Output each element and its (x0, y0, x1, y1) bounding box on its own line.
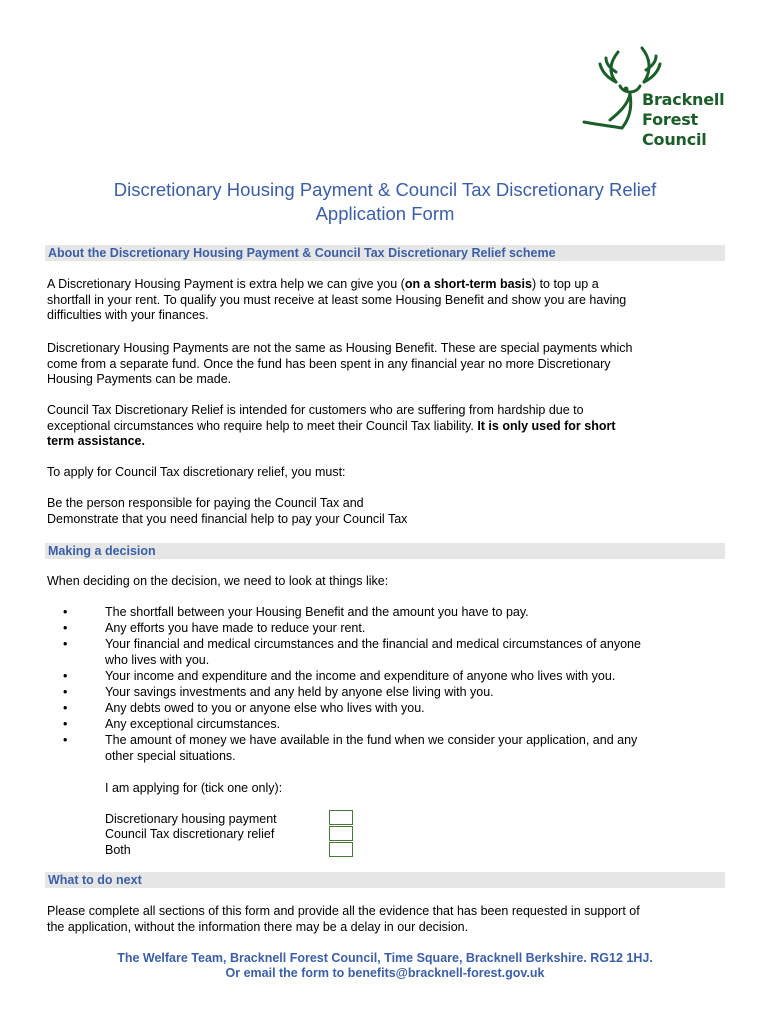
about-paragraph-4: To apply for Council Tax discretionary relief, you must: (47, 465, 346, 479)
bullet-icon: • (63, 717, 68, 731)
about-p1-text-e: difficulties with your finances. (47, 308, 209, 323)
page-title (40, 178, 730, 226)
about-p5-line-2: Demonstrate that you need financial help to pay your Council Tax (47, 511, 408, 526)
next-line-2: the application, without the information there may be a delay in our decision. (47, 919, 469, 934)
about-p1-bold: on a short-term basis (404, 277, 532, 291)
list-item-text: Any debts owed to you or anyone else who lives with you. (105, 701, 425, 715)
list-item-text: Your savings investments and any held by anyone else living with you. (105, 685, 494, 699)
checkbox-ctr[interactable] (329, 826, 353, 841)
list-item-text: Any efforts you have made to reduce your rent. (105, 621, 366, 635)
bullet-icon: • (63, 733, 68, 747)
about-p3-line-1: Council Tax Discretionary Relief is intended for customers who are suffering from hardship due to (47, 403, 584, 417)
bullet-icon: • (63, 621, 68, 635)
about-p3-bold-1: It is only used for short (477, 418, 616, 433)
title-line-2: Application Form (315, 203, 455, 224)
bullet-icon: • (63, 685, 68, 699)
list-item (47, 684, 727, 700)
about-p5-line-1: Be the person responsible for paying the Council Tax and (47, 496, 364, 510)
about-p1-text-d: shortfall in your rent. To qualify you must receive at least some Housing Benefit and show you are having (47, 292, 627, 307)
list-item-text: The shortfall between your Housing Benefit and the amount you have to pay. (105, 605, 529, 619)
section-heading-decision: Making a decision (45, 543, 725, 559)
about-p2-line-1: Discretionary Housing Payments are not the same as Housing Benefit. These are special payments which (47, 341, 633, 355)
about-p3-line-2: exceptional circumstances who require help to meet their Council Tax liability. (47, 418, 478, 433)
title-line-1: Discretionary Housing Payment & Council Tax Discretionary Relief (113, 179, 657, 200)
about-p1-text-a: A Discretionary Housing Payment is extra help we can give you ( (47, 277, 405, 291)
list-item (47, 732, 727, 764)
list-item-text-cont: other special situations. (105, 749, 236, 763)
list-item (47, 620, 727, 636)
decision-intro: When deciding on the decision, we need to look at things like: (47, 574, 389, 588)
list-item-text: Your financial and medical circumstances and the financial and medical circumstances of anyone (105, 637, 641, 651)
list-item-text: Your income and expenditure and the income and expenditure of anyone who lives with you. (105, 669, 616, 683)
about-p2-line-3: Housing Payments can be made. (47, 372, 232, 387)
bullet-icon: • (63, 701, 68, 715)
bullet-icon: • (63, 605, 68, 619)
checkbox-dhp[interactable] (329, 810, 353, 825)
logo-line-2: Forest (642, 110, 698, 129)
footer-email: Or email the form to benefits@bracknell-forest.gov.uk (225, 966, 545, 980)
next-paragraph (47, 904, 737, 935)
list-item-text: The amount of money we have available in the fund when we consider your application, and any (105, 733, 638, 747)
section-heading-about: About the Discretionary Housing Payment & Council Tax Discretionary Relief scheme (45, 245, 725, 261)
next-line-1: Please complete all sections of this form and provide all the evidence that has been requested in support of (47, 904, 640, 918)
option-label-ctr: Council Tax discretionary relief (105, 827, 275, 841)
bullet-icon: • (63, 637, 68, 651)
logo-line-1: Bracknell (642, 90, 725, 109)
list-item (47, 636, 727, 668)
about-paragraph-3 (47, 403, 737, 450)
list-item (47, 716, 727, 732)
list-item-text: Any exceptional circumstances. (105, 717, 281, 731)
list-item-text-cont: who lives with you. (105, 653, 210, 667)
bullet-icon: • (63, 669, 68, 683)
option-label-both: Both (105, 843, 131, 857)
about-p1-text-c: ) to top up a (531, 277, 599, 291)
section-heading-next: What to do next (45, 872, 725, 888)
applying-for-label: I am applying for (tick one only): (105, 781, 283, 795)
checkbox-both[interactable] (329, 842, 353, 857)
about-p3-bold-2: term assistance. (47, 434, 145, 449)
option-label-dhp: Discretionary housing payment (105, 812, 277, 826)
about-paragraph-1 (47, 277, 737, 324)
council-logo-text (642, 90, 724, 150)
logo-line-3: Council (642, 130, 707, 149)
list-item (47, 700, 727, 716)
list-item (47, 604, 727, 620)
list-item (47, 668, 727, 684)
footer-address: The Welfare Team, Bracknell Forest Council, Time Square, Bracknell Berkshire. RG12 1HJ. (117, 951, 653, 965)
about-paragraph-5 (47, 496, 737, 527)
about-paragraph-2 (47, 341, 737, 388)
decision-criteria-list (47, 604, 727, 764)
about-p2-line-2: come from a separate fund. Once the fund has been spent in any financial year no more Discretionary (47, 356, 611, 371)
